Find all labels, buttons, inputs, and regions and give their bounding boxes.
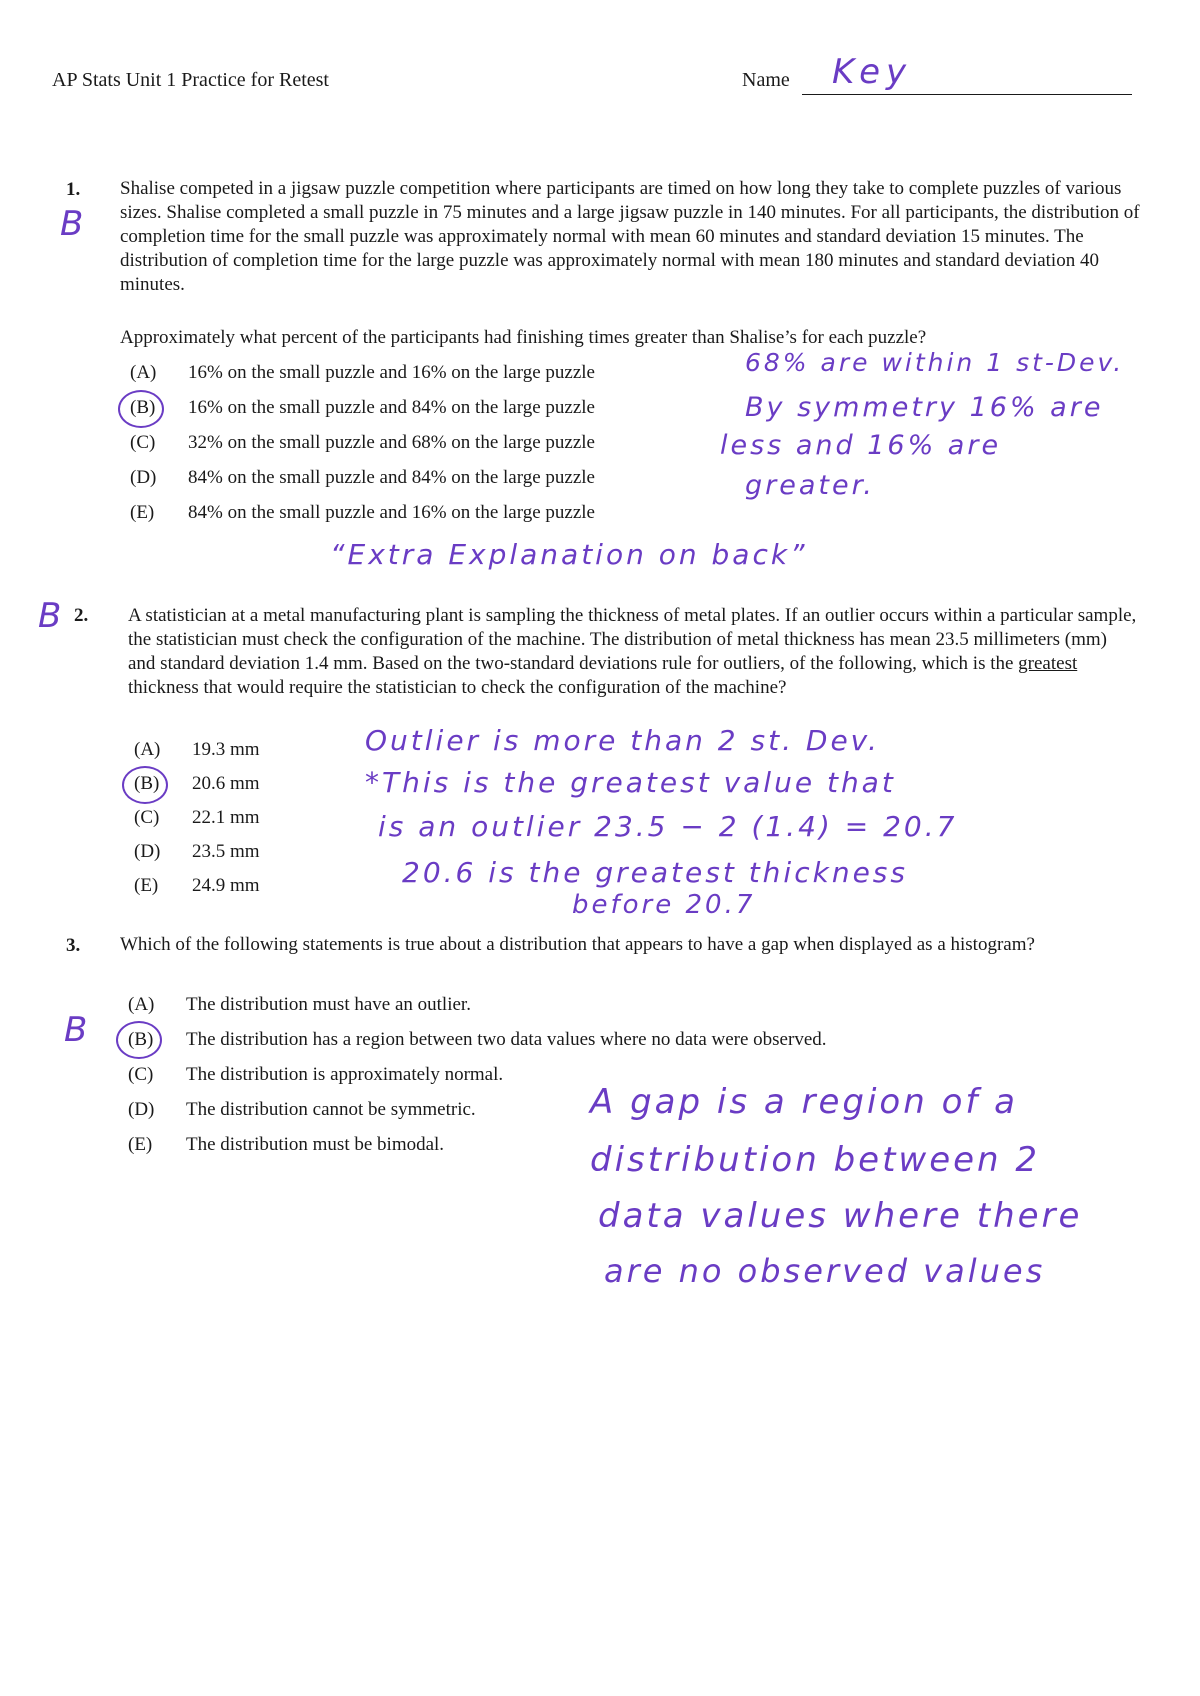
choice-letter: (D) bbox=[128, 1099, 155, 1120]
q1-answer-circle bbox=[118, 390, 164, 428]
choice-letter: (D) bbox=[130, 467, 157, 488]
q3-choice-c bbox=[128, 1063, 503, 1087]
q3-handwritten-answer: B bbox=[64, 1010, 91, 1050]
choice-letter: (A) bbox=[134, 739, 161, 760]
q3-choice-a bbox=[128, 993, 471, 1017]
q1-note-line-1: 68% are within 1 st-Dev. bbox=[745, 348, 1125, 377]
q2-choice-d bbox=[134, 840, 260, 864]
q2-choice-e bbox=[134, 874, 260, 898]
choice-text: 22.1 mm bbox=[192, 807, 260, 828]
q1-number: 1. bbox=[66, 179, 81, 200]
q3-note-line-1: A gap is a region of a bbox=[590, 1082, 1018, 1122]
q2-note-line-4: 20.6 is the greatest thickness bbox=[402, 856, 908, 889]
q3-choice-e bbox=[128, 1133, 444, 1157]
choice-text: The distribution has a region between two data values where no data were observed. bbox=[186, 1029, 827, 1050]
name-value-handwritten: Key bbox=[832, 52, 913, 92]
q2-stem-before: A statistician at a metal manufacturing plant is sampling the thickness of metal plates. If an outlier occurs within a particular sample, the statistician must check the configuration of the machine. The distribution of metal thickness has mean 23.5 millimeters (mm) and standard deviation 1.4 mm. Based on the two-standard deviations rule for outliers, of the following, which is the bbox=[128, 605, 1137, 674]
choice-letter: (A) bbox=[130, 362, 157, 383]
q1-choice-c bbox=[130, 431, 595, 455]
q2-choice-c bbox=[134, 806, 260, 830]
q2-handwritten-answer: B bbox=[38, 596, 65, 636]
choice-letter: (C) bbox=[134, 807, 160, 828]
choice-text: 19.3 mm bbox=[192, 739, 260, 760]
q3-choice-d bbox=[128, 1098, 476, 1122]
q2-note-line-1: Outlier is more than 2 st. Dev. bbox=[365, 724, 880, 757]
worksheet-title: AP Stats Unit 1 Practice for Retest bbox=[52, 69, 329, 91]
q1-handwritten-answer: B bbox=[60, 204, 87, 244]
q1-choice-e bbox=[130, 501, 595, 525]
choice-text: The distribution must have an outlier. bbox=[186, 994, 471, 1015]
q2-note-line-2: *This is the greatest value that bbox=[365, 766, 896, 799]
q3-answer-circle bbox=[116, 1021, 162, 1059]
q2-stem-emphasis: greatest bbox=[1018, 653, 1078, 674]
choice-text: 84% on the small puzzle and 84% on the large puzzle bbox=[188, 467, 595, 488]
choice-text: The distribution cannot be symmetric. bbox=[186, 1099, 476, 1120]
q3-number: 3. bbox=[66, 935, 81, 956]
q2-note-line-5: before 20.7 bbox=[572, 890, 756, 920]
q3-choice-b bbox=[128, 1028, 827, 1052]
q1-stem: Shalise competed in a jigsaw puzzle competition where participants are timed on how long they take to complete puzzles of various sizes. Shalise completed a small puzzle in 75 minutes and a large jigsaw puzzle in 140 minutes. For all participants, the distribution of completion time for the small puzzle was approximately normal with mean 60 minutes and standard deviation 15 minutes. The distribution of completion time for the large puzzle was approximately normal with mean 180 minutes and standard deviation 40 minutes. bbox=[120, 178, 1140, 295]
q2-stem-after: thickness that would require the statistician to check the configuration of the machine? bbox=[128, 677, 787, 698]
choice-text: The distribution is approximately normal. bbox=[186, 1064, 504, 1085]
q3-note-line-4: are no observed values bbox=[604, 1252, 1046, 1290]
choice-text: 84% on the small puzzle and 16% on the large puzzle bbox=[188, 502, 595, 523]
q1-choice-d bbox=[130, 466, 595, 490]
q1-note-extra: “Extra Explanation on back” bbox=[330, 538, 808, 571]
choice-text: 16% on the small puzzle and 16% on the large puzzle bbox=[188, 362, 595, 383]
choice-letter: (A) bbox=[128, 994, 155, 1015]
choice-letter: (E) bbox=[134, 875, 159, 896]
name-line bbox=[802, 94, 1132, 95]
q2-number: 2. bbox=[74, 605, 89, 626]
choice-text: The distribution must be bimodal. bbox=[186, 1134, 445, 1155]
choice-text: 32% on the small puzzle and 68% on the large puzzle bbox=[188, 432, 595, 453]
choice-letter: (C) bbox=[128, 1064, 154, 1085]
choice-letter: (B) bbox=[134, 773, 160, 794]
q2-note-line-3: is an outlier 23.5 − 2 (1.4) = 20.7 bbox=[378, 810, 958, 843]
q2-choice-a bbox=[134, 738, 260, 762]
choice-letter: (E) bbox=[128, 1134, 153, 1155]
choice-text: 24.9 mm bbox=[192, 875, 260, 896]
choice-letter: (B) bbox=[130, 397, 156, 418]
q3-note-line-3: data values where there bbox=[598, 1196, 1083, 1236]
q3-note-line-2: distribution between 2 bbox=[590, 1140, 1041, 1180]
choice-text: 23.5 mm bbox=[192, 841, 260, 862]
q2-stem bbox=[128, 604, 1138, 700]
q2-answer-circle bbox=[122, 766, 168, 804]
name-label: Name bbox=[742, 69, 790, 91]
q1-note-line-4: greater. bbox=[745, 470, 875, 501]
q1-choice-b bbox=[130, 396, 595, 420]
choice-letter: (B) bbox=[128, 1029, 154, 1050]
q1-choice-a bbox=[130, 361, 595, 385]
choice-letter: (E) bbox=[130, 502, 155, 523]
q3-stem: Which of the following statements is true about a distribution that appears to have a gap when displayed as a histogram? bbox=[120, 934, 1035, 955]
choice-letter: (D) bbox=[134, 841, 161, 862]
q1-question: Approximately what percent of the participants had finishing times greater than Shalise’s for each puzzle? bbox=[120, 327, 927, 348]
q1-note-line-2: By symmetry 16% are bbox=[745, 392, 1104, 423]
q1-note-line-3: less and 16% are bbox=[720, 430, 1002, 461]
choice-text: 20.6 mm bbox=[192, 773, 260, 794]
choice-text: 16% on the small puzzle and 84% on the large puzzle bbox=[188, 397, 595, 418]
choice-letter: (C) bbox=[130, 432, 156, 453]
